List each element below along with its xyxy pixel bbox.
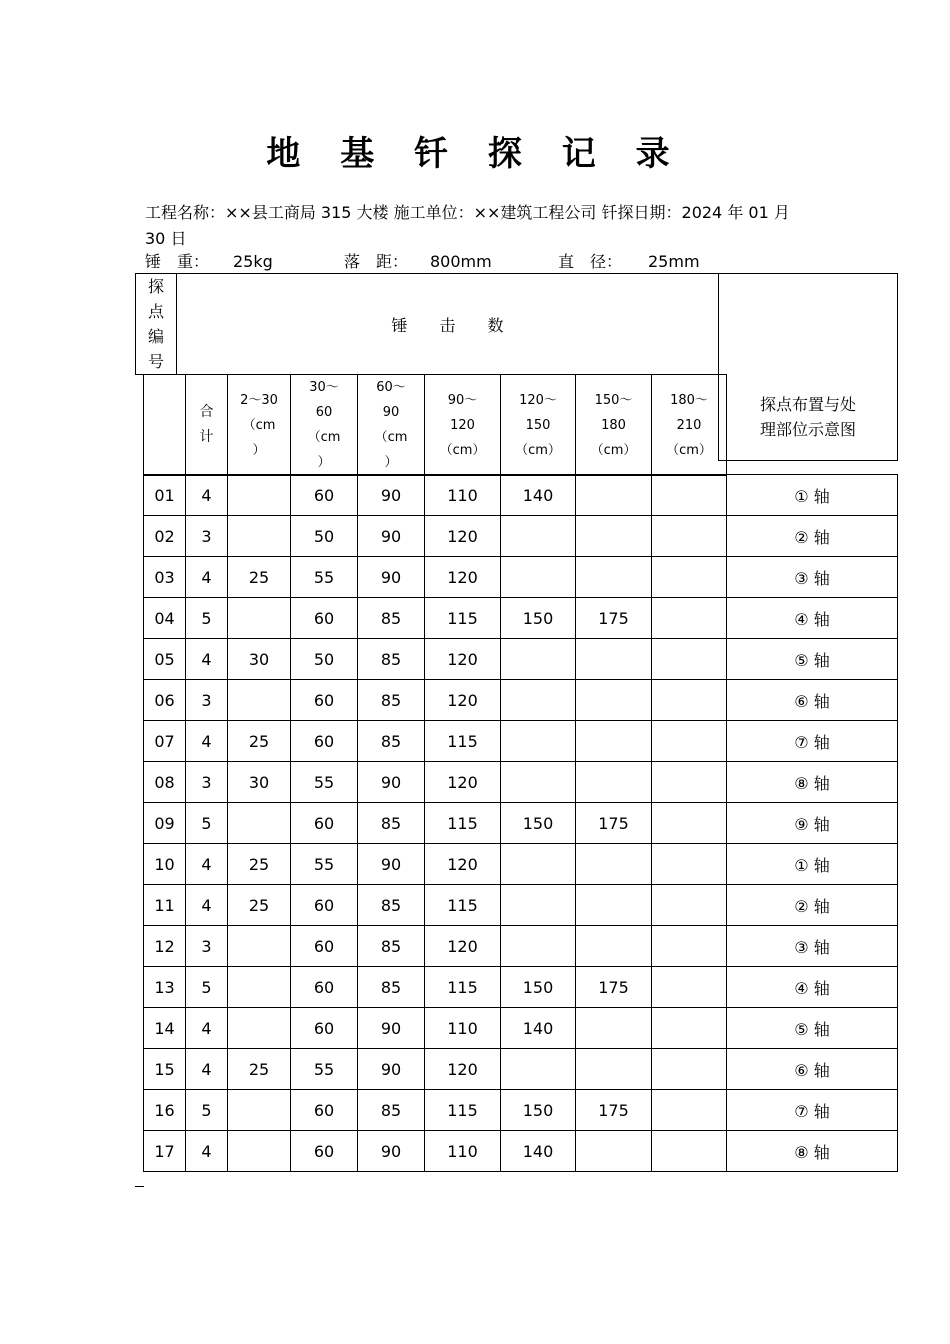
cell-c4: 120 (425, 926, 501, 967)
cell-c2: 60 (291, 1090, 358, 1131)
cell-c2: 50 (291, 639, 358, 680)
cell-c2: 55 (291, 557, 358, 598)
cell-c6 (576, 762, 652, 803)
cell-c7 (652, 1049, 727, 1090)
cell-total: 3 (186, 762, 228, 803)
cell-c4: 115 (425, 1090, 501, 1131)
cell-axis: ① 轴 (727, 844, 898, 885)
cell-c1 (228, 680, 291, 721)
cell-c4: 115 (425, 885, 501, 926)
cell-c6 (576, 557, 652, 598)
cell-c1 (228, 803, 291, 844)
cell-c1 (228, 1090, 291, 1131)
cell-c4: 120 (425, 639, 501, 680)
cell-c6: 175 (576, 803, 652, 844)
cell-c2: 60 (291, 926, 358, 967)
cell-total: 4 (186, 639, 228, 680)
header-depth-180-210: 180～ 210 （cm） (652, 375, 727, 476)
header-depth-60-90: 60～ 90 （cm ） (358, 375, 425, 476)
cell-c1: 25 (228, 557, 291, 598)
table-row (144, 516, 898, 557)
cell-c7 (652, 721, 727, 762)
cell-c6: 175 (576, 1090, 652, 1131)
cell-c4: 120 (425, 762, 501, 803)
cell-c1 (228, 926, 291, 967)
cell-c4: 110 (425, 1008, 501, 1049)
cell-c2: 50 (291, 516, 358, 557)
cell-c1 (228, 598, 291, 639)
header-depth-120-150: 120～ 150 （cm） (501, 375, 576, 476)
cell-c6 (576, 1131, 652, 1172)
table-row (144, 803, 898, 844)
cell-total: 3 (186, 926, 228, 967)
cell-c2: 60 (291, 1131, 358, 1172)
cell-c4: 115 (425, 598, 501, 639)
cell-no: 06 (144, 680, 186, 721)
diameter-value: 25mm (648, 252, 700, 271)
table-bottom-tick (135, 1186, 144, 1187)
table-row (144, 598, 898, 639)
cell-c1 (228, 475, 291, 516)
table-row (144, 721, 898, 762)
cell-c3: 90 (358, 844, 425, 885)
cell-c7 (652, 1131, 727, 1172)
cell-no: 01 (144, 475, 186, 516)
cell-c3: 90 (358, 475, 425, 516)
cell-c7 (652, 680, 727, 721)
cell-c5: 150 (501, 967, 576, 1008)
cell-c5 (501, 516, 576, 557)
cell-c3: 85 (358, 803, 425, 844)
cell-c6: 175 (576, 967, 652, 1008)
cell-axis: ⑦ 轴 (727, 721, 898, 762)
cell-c1: 25 (228, 1049, 291, 1090)
cell-c5: 150 (501, 598, 576, 639)
cell-c6 (576, 844, 652, 885)
cell-c2: 60 (291, 598, 358, 639)
cell-c2: 60 (291, 885, 358, 926)
cell-c4: 120 (425, 844, 501, 885)
cell-no: 12 (144, 926, 186, 967)
cell-c5: 150 (501, 803, 576, 844)
cell-total: 4 (186, 475, 228, 516)
cell-total: 4 (186, 557, 228, 598)
cell-c3: 90 (358, 1131, 425, 1172)
cell-c7 (652, 967, 727, 1008)
cell-c3: 90 (358, 1049, 425, 1090)
cell-total: 5 (186, 1090, 228, 1131)
cell-c2: 60 (291, 721, 358, 762)
cell-c7 (652, 885, 727, 926)
cell-c4: 120 (425, 680, 501, 721)
cell-c5 (501, 885, 576, 926)
cell-no: 04 (144, 598, 186, 639)
cell-total: 4 (186, 1131, 228, 1172)
cell-c5 (501, 1049, 576, 1090)
cell-c7 (652, 803, 727, 844)
cell-total: 4 (186, 885, 228, 926)
cell-axis: ② 轴 (727, 885, 898, 926)
cell-c3: 85 (358, 885, 425, 926)
cell-c5: 140 (501, 1131, 576, 1172)
table-row (144, 1008, 898, 1049)
cell-c4: 110 (425, 475, 501, 516)
cell-c7 (652, 926, 727, 967)
table-row (144, 967, 898, 1008)
cell-c3: 85 (358, 639, 425, 680)
cell-c3: 85 (358, 680, 425, 721)
cell-no: 11 (144, 885, 186, 926)
table-row (144, 926, 898, 967)
cell-axis: ① 轴 (727, 475, 898, 516)
cell-c1 (228, 1131, 291, 1172)
diameter-label: 直 径： (558, 252, 623, 271)
cell-c3: 85 (358, 967, 425, 1008)
cell-c6 (576, 926, 652, 967)
table-row (144, 1049, 898, 1090)
cell-c4: 115 (425, 803, 501, 844)
cell-c6: 175 (576, 598, 652, 639)
cell-c1: 25 (228, 844, 291, 885)
cell-axis: ⑤ 轴 (727, 639, 898, 680)
header-depth-2-30: 2～30 （cm ） (228, 375, 291, 476)
cell-axis: ⑦ 轴 (727, 1090, 898, 1131)
cell-c1: 30 (228, 762, 291, 803)
drop-distance-label: 落 距： (344, 252, 409, 271)
cell-c6 (576, 680, 652, 721)
cell-c1: 25 (228, 721, 291, 762)
cell-total: 5 (186, 967, 228, 1008)
data-table (143, 474, 898, 1172)
cell-c3: 90 (358, 1008, 425, 1049)
header-table-depths (143, 374, 727, 476)
cell-no: 10 (144, 844, 186, 885)
header-blow-count: 锤 击 数 (177, 274, 719, 375)
cell-total: 5 (186, 803, 228, 844)
cell-c6 (576, 475, 652, 516)
cell-no: 13 (144, 967, 186, 1008)
cell-c3: 85 (358, 598, 425, 639)
cell-c4: 120 (425, 1049, 501, 1090)
cell-c1 (228, 1008, 291, 1049)
cell-c5 (501, 721, 576, 762)
cell-c6 (576, 1008, 652, 1049)
cell-no: 07 (144, 721, 186, 762)
cell-total: 4 (186, 721, 228, 762)
cell-c2: 55 (291, 762, 358, 803)
hammer-weight-value: 25kg (233, 252, 273, 271)
cell-c6 (576, 639, 652, 680)
cell-c7 (652, 844, 727, 885)
cell-c5 (501, 844, 576, 885)
cell-c3: 90 (358, 557, 425, 598)
cell-c1: 30 (228, 639, 291, 680)
cell-no: 14 (144, 1008, 186, 1049)
cell-total: 3 (186, 516, 228, 557)
cell-axis: ⑧ 轴 (727, 1131, 898, 1172)
cell-c7 (652, 1008, 727, 1049)
cell-c7 (652, 639, 727, 680)
cell-c2: 60 (291, 1008, 358, 1049)
cell-c2: 60 (291, 475, 358, 516)
cell-c4: 115 (425, 721, 501, 762)
hammer-weight-label: 锤 重： (145, 252, 210, 271)
cell-axis: ⑨ 轴 (727, 803, 898, 844)
table-row (144, 844, 898, 885)
cell-axis: ⑧ 轴 (727, 762, 898, 803)
cell-c2: 55 (291, 1049, 358, 1090)
cell-total: 4 (186, 1049, 228, 1090)
cell-c5 (501, 762, 576, 803)
cell-no: 08 (144, 762, 186, 803)
cell-c5 (501, 639, 576, 680)
cell-c7 (652, 598, 727, 639)
cell-c4: 120 (425, 557, 501, 598)
cell-c5 (501, 680, 576, 721)
cell-c5 (501, 557, 576, 598)
cell-c7 (652, 475, 727, 516)
cell-c4: 110 (425, 1131, 501, 1172)
cell-c4: 120 (425, 516, 501, 557)
cell-no: 17 (144, 1131, 186, 1172)
cell-c7 (652, 1090, 727, 1131)
cell-c7 (652, 557, 727, 598)
cell-total: 4 (186, 1008, 228, 1049)
cell-c1 (228, 516, 291, 557)
cell-c6 (576, 721, 652, 762)
cell-c2: 55 (291, 844, 358, 885)
table-row (144, 557, 898, 598)
cell-c6 (576, 516, 652, 557)
table-row (144, 639, 898, 680)
cell-no: 09 (144, 803, 186, 844)
drop-distance-value: 800mm (430, 252, 492, 271)
cell-no: 15 (144, 1049, 186, 1090)
cell-c2: 60 (291, 803, 358, 844)
cell-c3: 85 (358, 721, 425, 762)
cell-no: 03 (144, 557, 186, 598)
cell-c5: 140 (501, 475, 576, 516)
header-depth-30-60: 30～ 60 （cm ） (291, 375, 358, 476)
cell-c3: 90 (358, 516, 425, 557)
cell-c6 (576, 885, 652, 926)
cell-c5: 140 (501, 1008, 576, 1049)
table-row (144, 762, 898, 803)
cell-axis: ④ 轴 (727, 598, 898, 639)
header-total: 合 计 (186, 375, 228, 476)
project-info-line: 工程名称：××县工商局 315 大楼 施工单位：××建筑工程公司 钎探日期：2024 年 01 月 30 日 (145, 203, 790, 248)
page-title: 地 基 钎 探 记 录 (266, 134, 684, 174)
cell-axis: ⑤ 轴 (727, 1008, 898, 1049)
cell-c2: 60 (291, 967, 358, 1008)
table-row (144, 1090, 898, 1131)
cell-c4: 115 (425, 967, 501, 1008)
cell-axis: ② 轴 (727, 516, 898, 557)
cell-total: 4 (186, 844, 228, 885)
cell-no: 16 (144, 1090, 186, 1131)
table-row (144, 885, 898, 926)
cell-c3: 90 (358, 762, 425, 803)
header-layout-diagram: 探点布置与处 理部位示意图 (719, 375, 898, 461)
cell-total: 3 (186, 680, 228, 721)
cell-axis: ③ 轴 (727, 926, 898, 967)
cell-axis: ⑥ 轴 (727, 1049, 898, 1090)
header-point-no: 探 点 编 号 (136, 274, 177, 375)
cell-axis: ③ 轴 (727, 557, 898, 598)
cell-c5 (501, 926, 576, 967)
table-row (144, 475, 898, 516)
cell-total: 5 (186, 598, 228, 639)
cell-c1 (228, 967, 291, 1008)
header-point-no-cell (144, 375, 186, 476)
cell-c7 (652, 516, 727, 557)
cell-axis: ⑥ 轴 (727, 680, 898, 721)
cell-no: 02 (144, 516, 186, 557)
cell-c3: 85 (358, 1090, 425, 1131)
header-layout-spacer (719, 274, 898, 375)
header-depth-90-120: 90～ 120 （cm） (425, 375, 501, 476)
cell-c5: 150 (501, 1090, 576, 1131)
cell-no: 05 (144, 639, 186, 680)
cell-c1: 25 (228, 885, 291, 926)
cell-c3: 85 (358, 926, 425, 967)
cell-c6 (576, 1049, 652, 1090)
table-row (144, 1131, 898, 1172)
cell-axis: ④ 轴 (727, 967, 898, 1008)
cell-c2: 60 (291, 680, 358, 721)
cell-c7 (652, 762, 727, 803)
table-row (144, 680, 898, 721)
header-depth-150-180: 150～ 180 （cm） (576, 375, 652, 476)
